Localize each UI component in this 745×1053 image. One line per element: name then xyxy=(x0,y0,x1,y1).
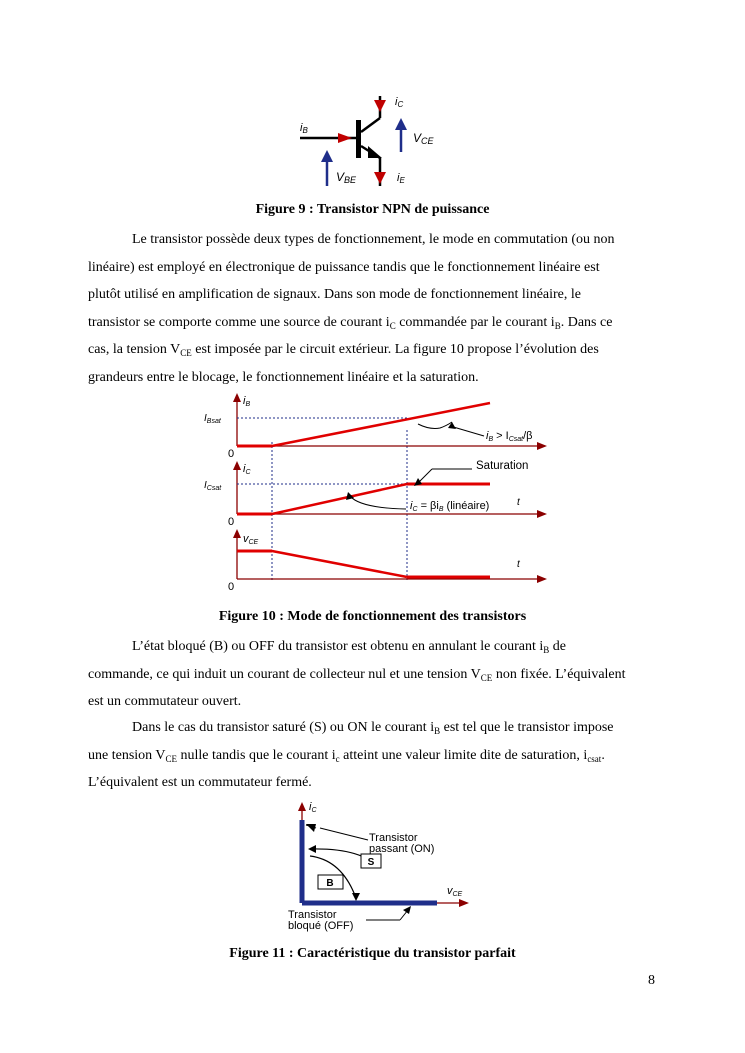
box-s: S xyxy=(367,857,375,868)
box-b: B xyxy=(326,878,334,889)
off-label-1: Transistor xyxy=(288,909,337,921)
ic-label: iC xyxy=(395,96,404,109)
page-number: 8 xyxy=(648,973,655,988)
ic-t-label: t xyxy=(517,497,520,508)
fig11-ic-label: iC xyxy=(309,801,317,814)
ic-axis-label: iC xyxy=(243,463,251,476)
ib-zero: 0 xyxy=(228,448,235,460)
ib-note: iB > ICsat/β xyxy=(486,430,533,443)
saturation-label: Saturation xyxy=(476,460,529,472)
ib-label: iB xyxy=(300,122,308,135)
paragraph-3: Dans le cas du transistor saturé (S) ou ON le courant $i_B$ est tel que le transistor impose une tension $V_{CE}$ nulle tandis que le courant $i_c$ atteint une valeur limite dite de saturation, $i_{csat}$. L’équivalent est un commutateur fermé. xyxy=(88,720,614,791)
vbe-label: VBE xyxy=(336,170,357,185)
figure-9-diagram xyxy=(290,88,460,192)
icsat-label: $I_{Csat}$ xyxy=(204,480,222,492)
ic-note: iC = βiB (linéaire) xyxy=(410,500,490,513)
vce-zero: 0 xyxy=(228,581,235,593)
on-label-2: passant (ON) xyxy=(369,843,435,855)
paragraph-2: L’état bloqué (B) ou OFF du transistor est obtenu en annulant le courant $i_B$ de commande, ce qui induit un courant de collecteur nul et une tension $V_{CE}$ non fixée. L’équivalent est un commutateur ouvert. xyxy=(88,639,626,710)
figure-10-caption: Figure 10 : Mode de fonctionnement des transistors xyxy=(218,609,527,624)
ib-axis-label: iB xyxy=(243,395,251,408)
fig11-vce-label: vCE xyxy=(447,885,463,898)
figure-11-diagram xyxy=(282,800,472,936)
ie-label: iE xyxy=(397,172,405,185)
figure-11-caption: Figure 11 : Caractéristique du transistor parfait xyxy=(229,946,516,961)
vce-t-label: t xyxy=(517,559,520,570)
paragraph-1: Le transistor possède deux types de fonctionnement, le mode en commutation (ou non linéaire) est employé en électronique de puissance tandis que le fonctionnement linéaire est plutôt utilisé en amplification de signaux. Dans son mode de fonctionnement linéaire, le transistor se comporte comme une source de courant $i_C$ commandée par le courant $i_B$. Dans ce cas, la tension $V_{CE}$ est imposée par le circuit extérieur. La figure 10 propose l’évolution des grandeurs entre le blocage, le fonctionnement linéaire et la saturation. xyxy=(88,232,615,385)
on-label-1: Transistor xyxy=(369,832,418,844)
vce-label: VCE xyxy=(413,131,434,146)
vce-axis-label: vCE xyxy=(243,533,259,546)
figure-10-diagram xyxy=(200,392,560,596)
off-label-2: bloqué (OFF) xyxy=(288,920,354,932)
ic-zero: 0 xyxy=(228,516,235,528)
figure-9-caption: Figure 9 : Transistor NPN de puissance xyxy=(255,202,490,217)
ibsat-label: $I_{Bsat}$ xyxy=(204,413,221,425)
